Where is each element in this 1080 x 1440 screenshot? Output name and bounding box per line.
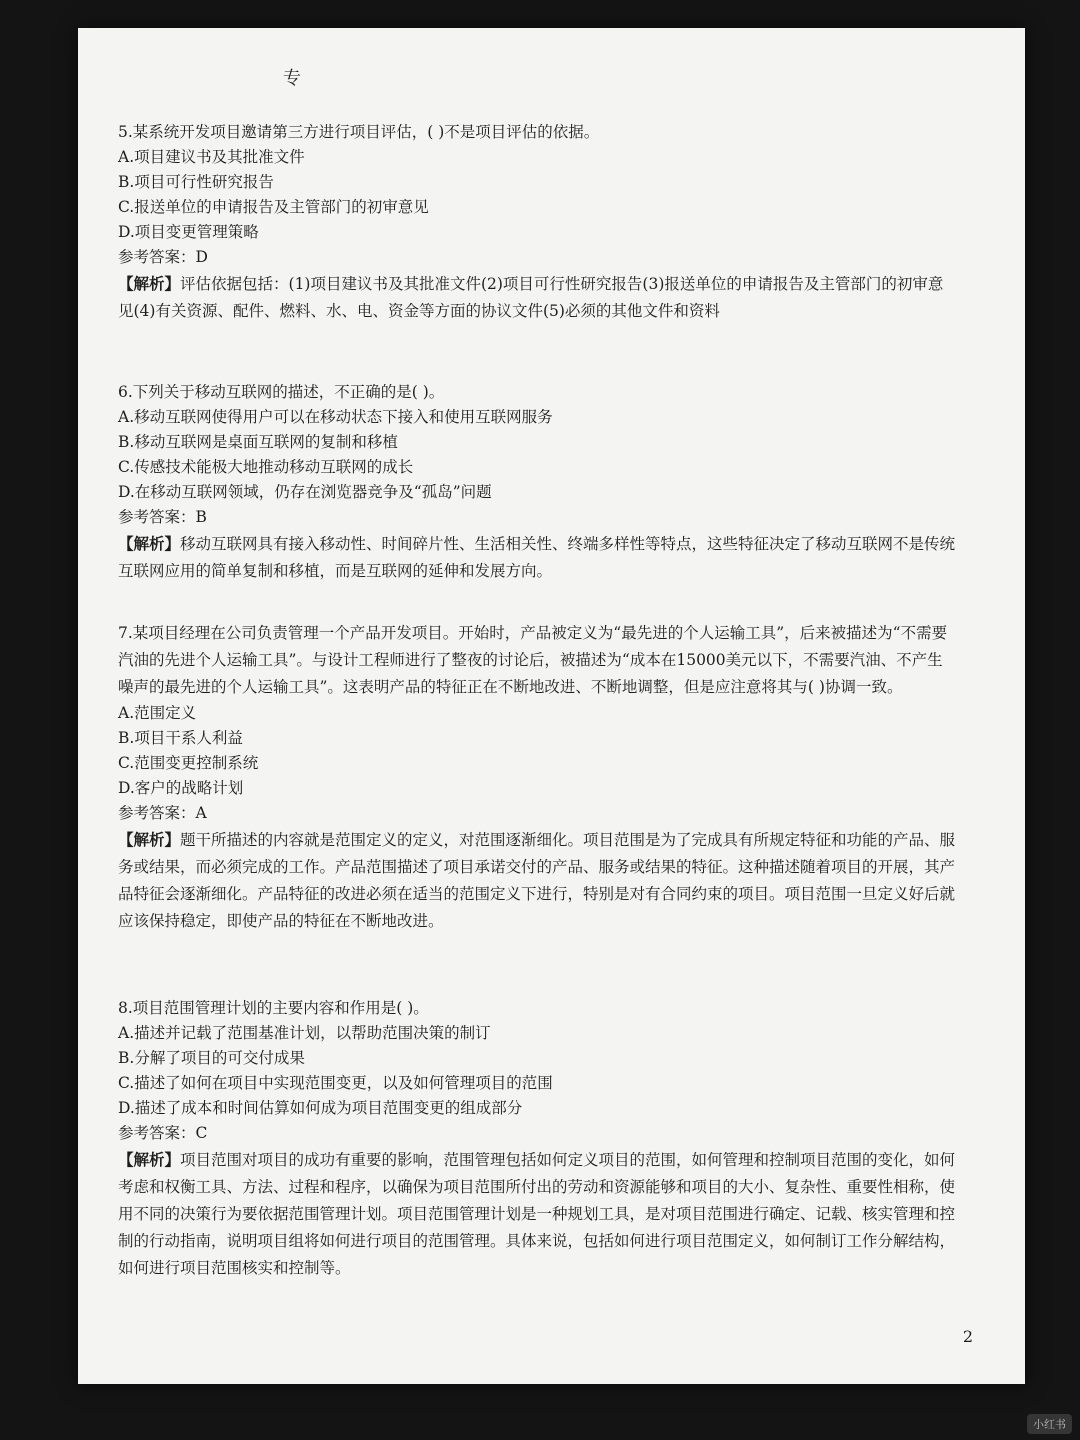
option-b: B.项目可行性研究报告 xyxy=(118,173,274,191)
option-a: A.描述并记载了范围基准计划，以帮助范围决策的制订 xyxy=(118,1024,491,1042)
option-d: D.描述了成本和时间估算如何成为项目范围变更的组成部分 xyxy=(118,1099,523,1117)
option-a: A.移动互联网使得用户可以在移动状态下接入和使用互联网服务 xyxy=(118,408,553,426)
answer: 参考答案：A xyxy=(118,804,207,822)
option-c: C.描述了如何在项目中实现范围变更，以及如何管理项目的范围 xyxy=(118,1074,553,1092)
question-stem: 8.项目范围管理计划的主要内容和作用是( )。 xyxy=(118,999,429,1017)
answer: 参考答案：C xyxy=(118,1124,208,1142)
option-b: B.移动互联网是桌面互联网的复制和移植 xyxy=(118,433,398,451)
analysis xyxy=(118,530,958,585)
header-char: 专 xyxy=(283,68,301,89)
analysis-label: 【解析】 xyxy=(118,274,181,293)
option-b: B.分解了项目的可交付成果 xyxy=(118,1049,305,1067)
page-number: 2 xyxy=(962,1327,973,1346)
document-page xyxy=(78,28,1025,1384)
analysis xyxy=(118,1146,958,1282)
question-stem: 6.下列关于移动互联网的描述，不正确的是( )。 xyxy=(118,383,445,401)
answer: 参考答案：B xyxy=(118,508,207,526)
option-d: D.项目变更管理策略 xyxy=(118,223,259,241)
analysis-label: 【解析】 xyxy=(118,534,181,553)
analysis-label: 【解析】 xyxy=(118,830,181,849)
answer: 参考答案：D xyxy=(118,248,208,266)
option-a: A.范围定义 xyxy=(118,704,197,722)
option-a: A.项目建议书及其批准文件 xyxy=(118,148,305,166)
question-stem: 7.某项目经理在公司负责管理一个产品开发项目。开始时，产品被定义为“最先进的个人运输工具”，后来被描述为“不需要汽油的先进个人运输工具”。与设计工程师进行了整夜的讨论后，被描述为“成本在15000美元以下，不需要汽油、不产生噪声的最先进的个人运输工具”。这表明产品的特征正在不断地改进、不断地调整，但是应注意将其与( )协调一致。 xyxy=(118,624,948,696)
option-c: C.范围变更控制系统 xyxy=(118,754,259,772)
analysis-text: 移动互联网具有接入移动性、时间碎片性、生活相关性、终端多样性等特点，这些特征决定了移动互联网不是传统互联网应用的简单复制和移植，而是互联网的延伸和发展方向。 xyxy=(118,535,956,580)
option-c: C.传感技术能极大地推动移动互联网的成长 xyxy=(118,458,414,476)
analysis-text: 评估依据包括：(1)项目建议书及其批准文件(2)项目可行性研究报告(3)报送单位的申请报告及主管部门的初审意见(4)有关资源、配件、燃料、水、电、资金等方面的协议文件(5)必须的其他文件和资料 xyxy=(118,275,944,320)
question-5 xyxy=(118,120,958,325)
option-d: D.在移动互联网领域，仍存在浏览器竞争及“孤岛”问题 xyxy=(118,483,492,501)
option-d: D.客户的战略计划 xyxy=(118,779,244,797)
watermark-logo: 小红书 xyxy=(1027,1414,1072,1434)
question-6 xyxy=(118,380,958,585)
analysis-label: 【解析】 xyxy=(118,1150,181,1169)
option-c: C.报送单位的申请报告及主管部门的初审意见 xyxy=(118,198,429,216)
analysis xyxy=(118,826,958,935)
option-b: B.项目干系人利益 xyxy=(118,729,243,747)
question-8 xyxy=(118,996,958,1282)
question-stem: 5.某系统开发项目邀请第三方进行项目评估，( )不是项目评估的依据。 xyxy=(118,123,600,141)
question-7 xyxy=(118,620,958,935)
analysis-text: 项目范围对项目的成功有重要的影响，范围管理包括如何定义项目的范围，如何管理和控制项目范围的变化，如何考虑和权衡工具、方法、过程和程序，以确保为项目范围所付出的劳动和资源能够和项目的大小、复杂性、重要性相称，使用不同的决策行为要依据范围管理计划。项目范围管理计划是一种规划工具，是对项目范围进行确定、记载、核实管理和控制的行动指南，说明项目组将如何进行项目的范围管理。具体来说，包括如何进行项目范围定义，如何制订工作分解结构，如何进行项目范围核实和控制等。 xyxy=(118,1151,956,1277)
analysis xyxy=(118,270,958,325)
analysis-text: 题干所描述的内容就是范围定义的定义，对范围逐渐细化。项目范围是为了完成具有所规定特征和功能的产品、服务或结果，而必须完成的工作。产品范围描述了项目承诺交付的产品、服务或结果的特征。这种描述随着项目的开展，其产品特征会逐渐细化。产品特征的改进必须在适当的范围定义下进行，特别是对有合同约束的项目。项目范围一旦定义好后就应该保持稳定，即使产品的特征在不断地改进。 xyxy=(118,831,956,930)
